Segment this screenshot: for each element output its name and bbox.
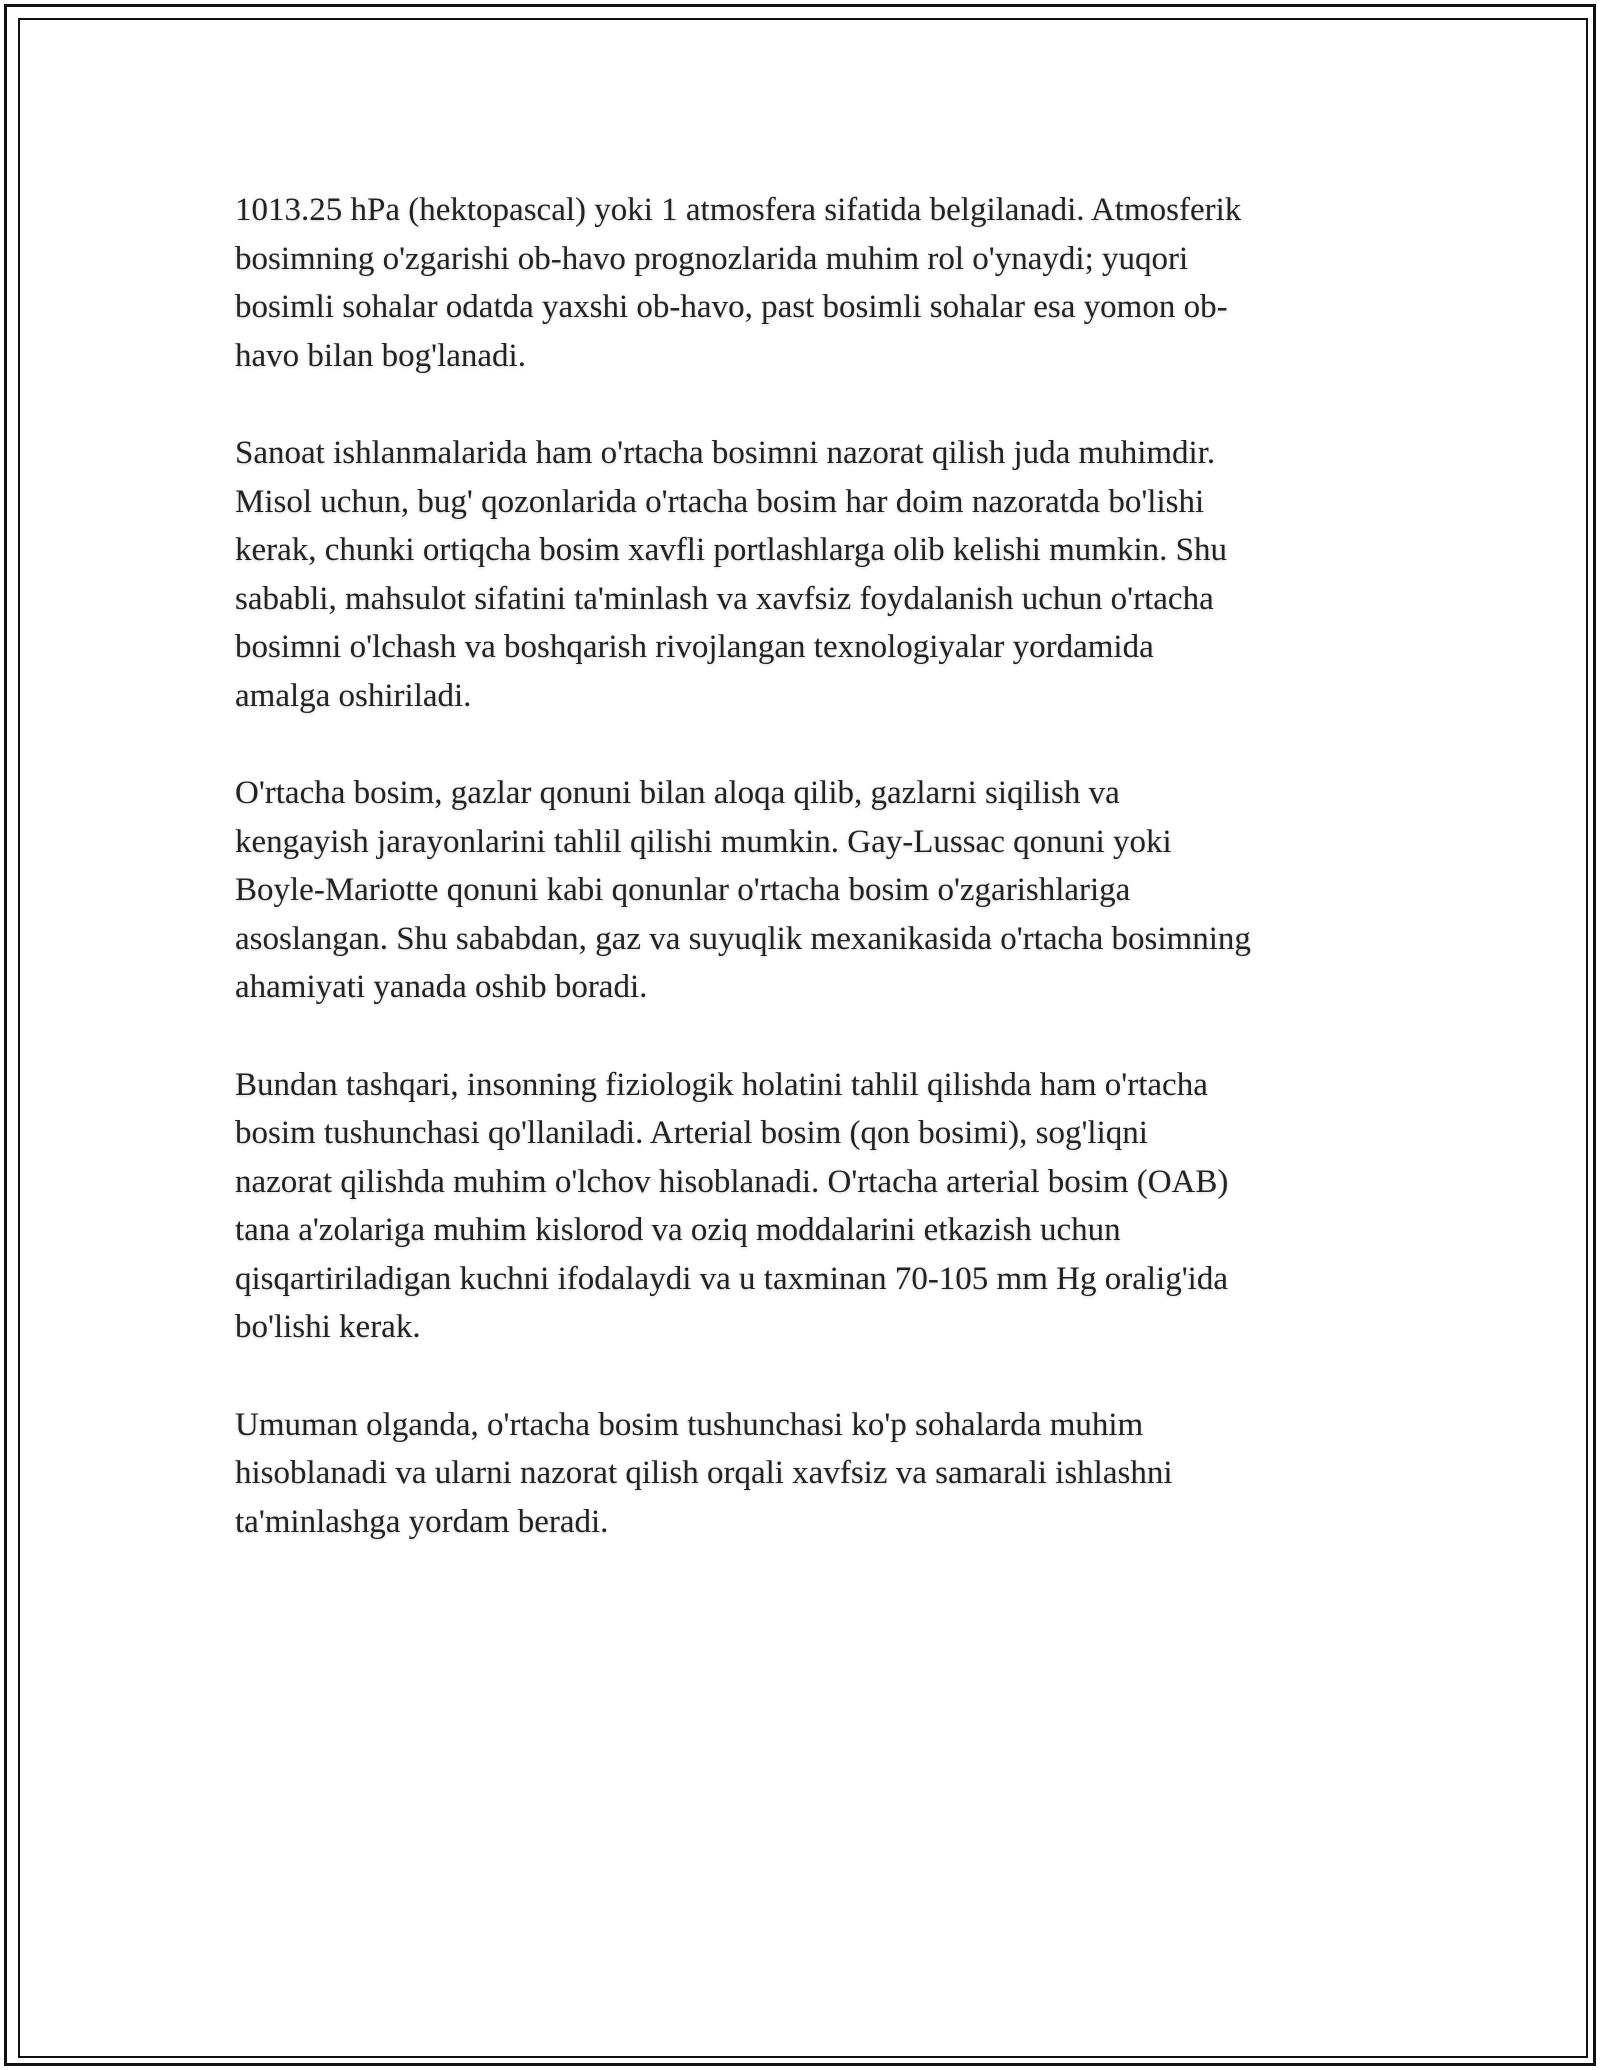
text-line: bo'lishi kerak. xyxy=(235,1309,421,1345)
text-line: amalga oshiriladi. xyxy=(235,677,472,714)
paragraph-1 xyxy=(235,186,1385,380)
text-line: bosim tushunchasi qo'llaniladi. Arterial bosim (qon bosimi), sog'liqni xyxy=(235,1115,1148,1151)
text-line: Bundan tashqari, insonning fiziologik holatini tahlil qilishda ham o'rtacha xyxy=(235,1066,1208,1103)
text-line: Sanoat ishlanmalarida ham o'rtacha bosimni nazorat qilish juda muhimdir. xyxy=(235,435,1216,471)
text-line: hisoblanadi va ularni nazorat qilish orqali xavfsiz va samarali ishlashni xyxy=(235,1455,1173,1491)
text-line: asoslangan. Shu sababdan, gaz va suyuqlik mexanikasida o'rtacha bosimning xyxy=(235,920,1251,957)
text-line: nazorat qilishda muhim o'lchov hisoblanadi. O'rtacha arterial bosim (OAB) xyxy=(235,1163,1229,1200)
paragraph-2 xyxy=(235,429,1385,720)
text-line: 1013.25 hPa (hektopascal) yoki 1 atmosfera sifatida belgilanadi. Atmosferik xyxy=(235,192,1242,228)
text-line: Umuman olganda, o'rtacha bosim tushunchasi ko'p sohalarda muhim xyxy=(235,1406,1144,1443)
text-line: bosimli sohalar odatda yaxshi ob-havo, past bosimli sohalar esa yomon ob- xyxy=(235,289,1228,325)
text-line: bosimni o'lchash va boshqarish rivojlangan texnologiyalar yordamida xyxy=(235,629,1154,665)
text-line: Boyle-Mariotte qonuni kabi qonunlar o'rtacha bosim o'zgarishlariga xyxy=(235,872,1131,908)
text-line: Misol uchun, bug' qozonlarida o'rtacha bosim har doim nazoratda bo'lishi xyxy=(235,483,1205,520)
text-line: qisqartiriladigan kuchni ifodalaydi va u taxminan 70-105 mm Hg oralig'ida xyxy=(235,1260,1228,1297)
text-line: O'rtacha bosim, gazlar qonuni bilan aloqa qilib, gazlarni siqilish va xyxy=(235,775,1120,811)
paragraph-4 xyxy=(235,1061,1385,1352)
text-line: ahamiyati yanada oshib boradi. xyxy=(235,969,648,1005)
text-line: tana a'zolariga muhim kislorod va oziq moddalarini etkazish uchun xyxy=(235,1212,1121,1248)
text-line: sababli, mahsulot sifatini ta'minlash va xavfsiz foydalanish uchun o'rtacha xyxy=(235,580,1214,617)
text-line: bosimning o'zgarishi ob-havo prognozlarida muhim rol o'ynaydi; yuqori xyxy=(235,240,1189,277)
text-line: kengayish jarayonlarini tahlil qilishi mumkin. Gay-Lussac qonuni yoki xyxy=(235,823,1172,860)
paragraph-3 xyxy=(235,769,1385,1012)
text-line: kerak, chunki ortiqcha bosim xavfli portlashlarga olib kelishi mumkin. Shu xyxy=(235,532,1227,568)
text-line: havo bilan bog'lanadi. xyxy=(235,337,526,374)
text-line: ta'minlashga yordam beradi. xyxy=(235,1503,609,1540)
document-body xyxy=(235,186,1385,1595)
paragraph-5 xyxy=(235,1401,1385,1547)
